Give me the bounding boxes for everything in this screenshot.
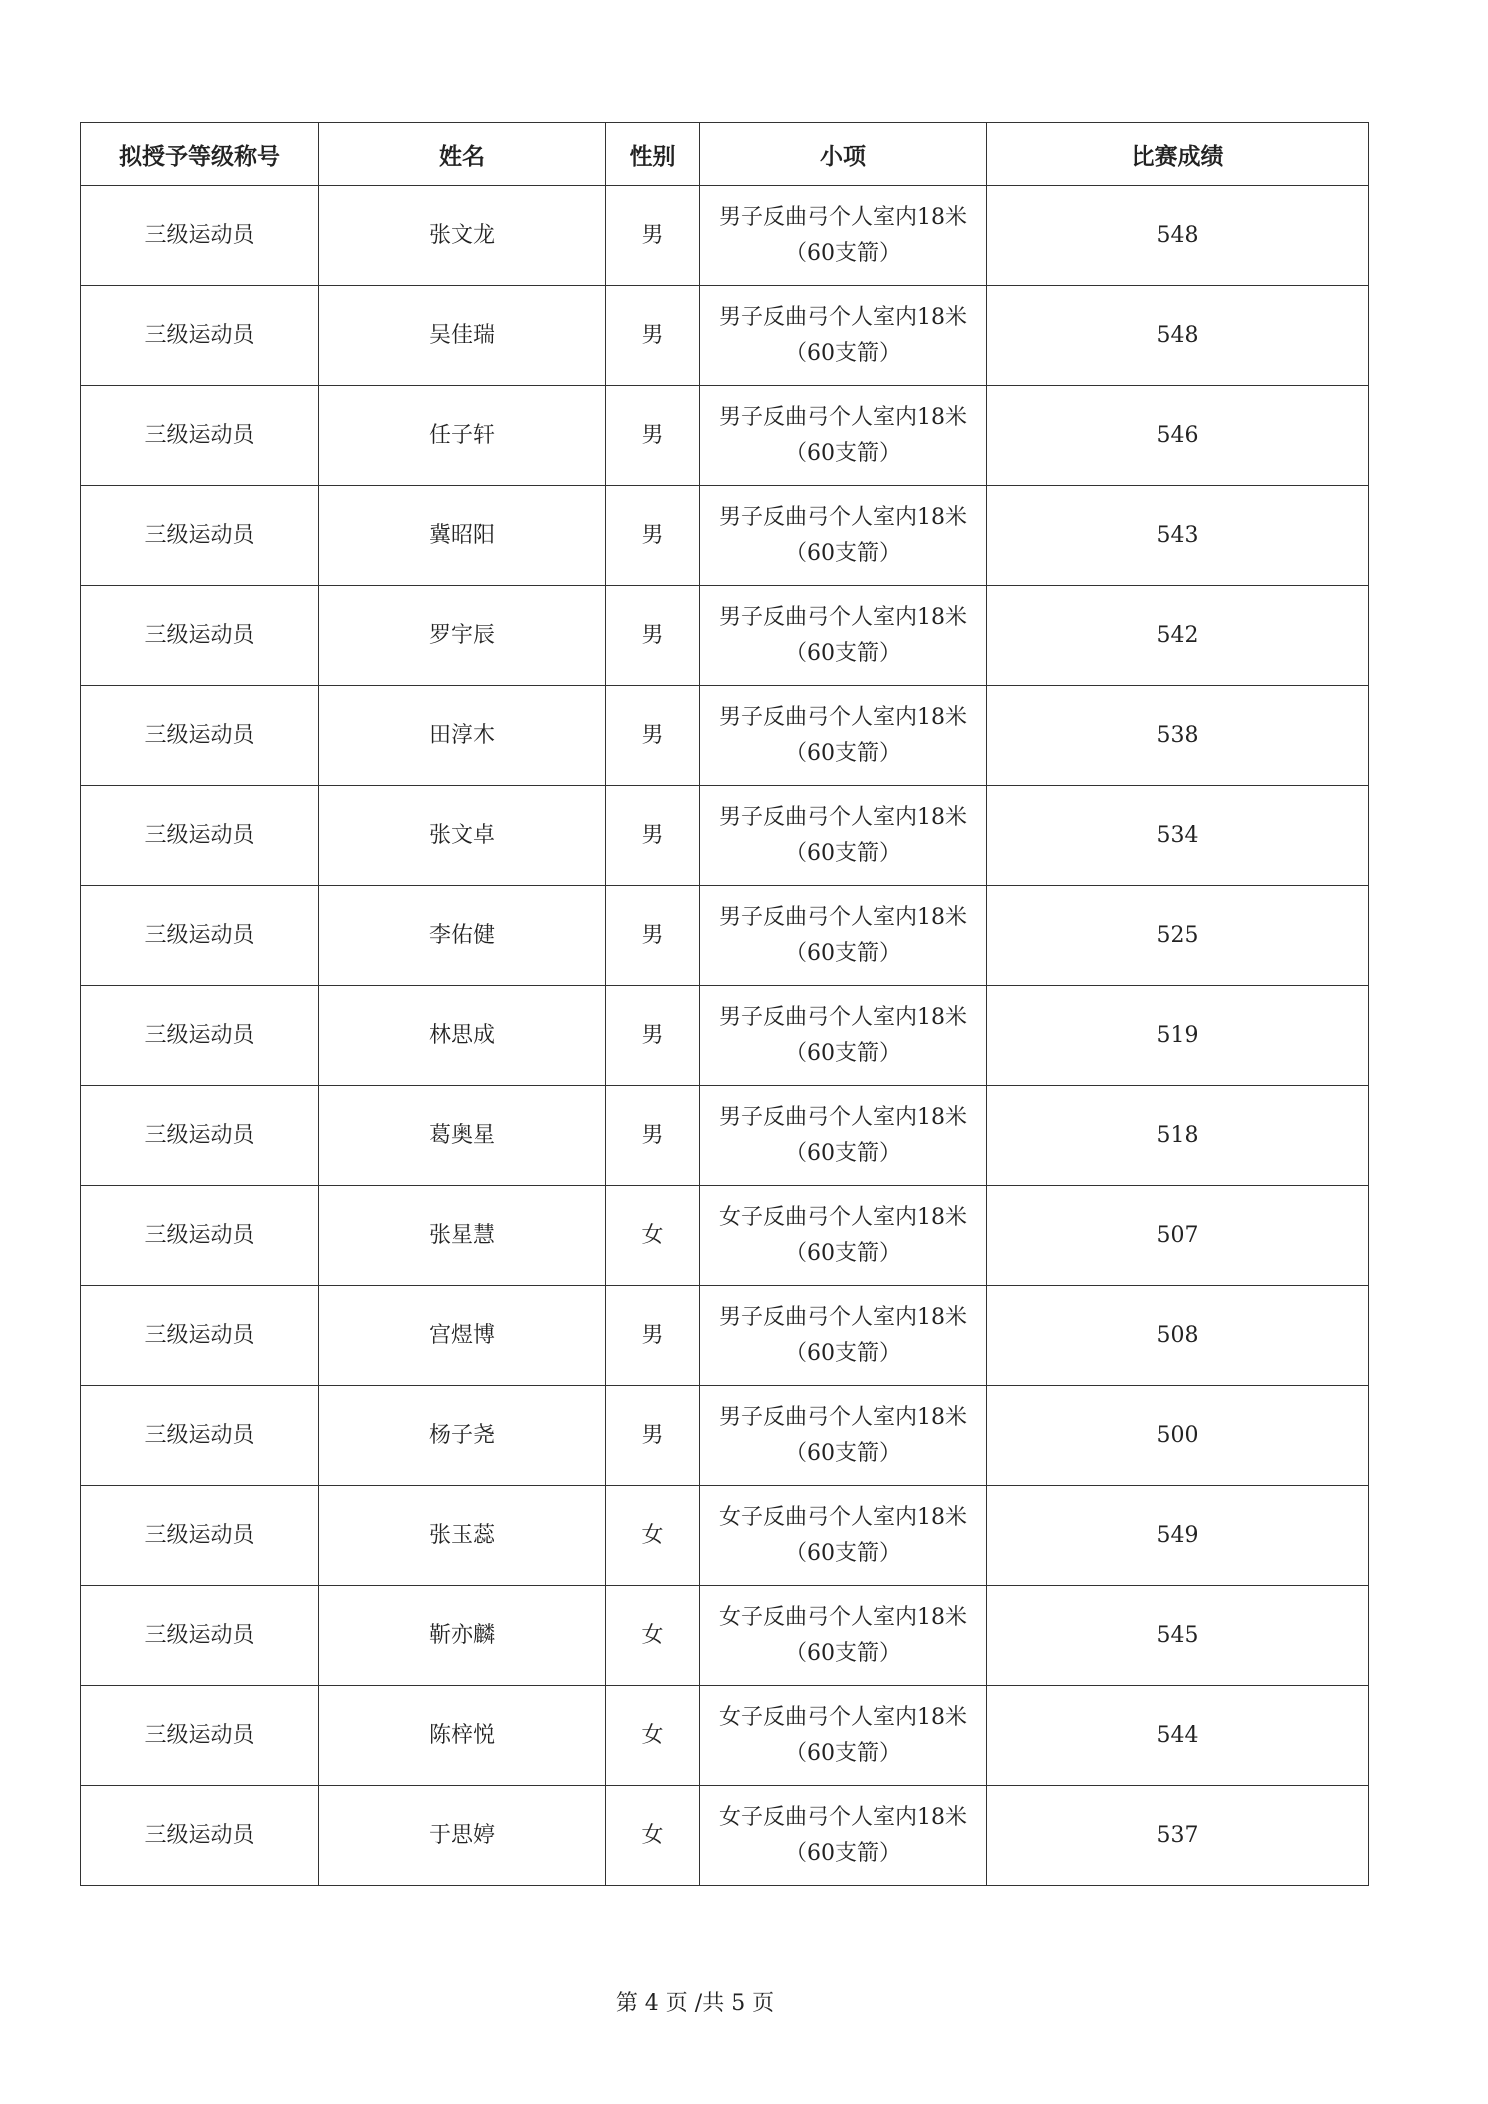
event-line-2: （60支箭） xyxy=(785,540,901,566)
cell-score: 534 xyxy=(987,786,1369,886)
cell-score: 549 xyxy=(987,1486,1369,1586)
event-line-2: （60支箭） xyxy=(785,1140,901,1166)
event-line-1: 女子反曲弓个人室内18米 xyxy=(719,1704,967,1730)
cell-level: 三级运动员 xyxy=(81,1286,319,1386)
cell-gender: 女 xyxy=(606,1486,700,1586)
table-body xyxy=(81,186,1369,1886)
event-line-1: 女子反曲弓个人室内18米 xyxy=(719,1204,967,1230)
table-row xyxy=(81,486,1369,586)
cell-score: 543 xyxy=(987,486,1369,586)
table-row xyxy=(81,1486,1369,1586)
table-row xyxy=(81,1386,1369,1486)
event-line-2: （60支箭） xyxy=(785,240,901,266)
cell-name: 张文龙 xyxy=(319,186,606,286)
cell-name: 罗宇辰 xyxy=(319,586,606,686)
cell-name: 陈梓悦 xyxy=(319,1686,606,1786)
event-line-1: 女子反曲弓个人室内18米 xyxy=(719,1604,967,1630)
cell-level: 三级运动员 xyxy=(81,1586,319,1686)
cell-level: 三级运动员 xyxy=(81,286,319,386)
cell-event xyxy=(700,1286,987,1386)
table-row xyxy=(81,1586,1369,1686)
event-line-2: （60支箭） xyxy=(785,1840,901,1866)
cell-name: 于思婷 xyxy=(319,1786,606,1886)
event-line-1: 女子反曲弓个人室内18米 xyxy=(719,1504,967,1530)
header-name: 姓名 xyxy=(319,123,606,186)
event-line-2: （60支箭） xyxy=(785,440,901,466)
cell-name: 张玉蕊 xyxy=(319,1486,606,1586)
cell-level: 三级运动员 xyxy=(81,686,319,786)
cell-event xyxy=(700,1786,987,1886)
cell-name: 宫煜博 xyxy=(319,1286,606,1386)
event-line-2: （60支箭） xyxy=(785,1340,901,1366)
cell-gender: 女 xyxy=(606,1186,700,1286)
cell-event xyxy=(700,986,987,1086)
cell-name: 张星慧 xyxy=(319,1186,606,1286)
cell-event xyxy=(700,386,987,486)
event-line-2: （60支箭） xyxy=(785,940,901,966)
cell-level: 三级运动员 xyxy=(81,1786,319,1886)
cell-score: 518 xyxy=(987,1086,1369,1186)
cell-level: 三级运动员 xyxy=(81,1186,319,1286)
event-line-1: 男子反曲弓个人室内18米 xyxy=(719,1004,967,1030)
cell-gender: 男 xyxy=(606,386,700,486)
event-line-1: 男子反曲弓个人室内18米 xyxy=(719,404,967,430)
cell-level: 三级运动员 xyxy=(81,1086,319,1186)
event-line-2: （60支箭） xyxy=(785,1740,901,1766)
event-line-2: （60支箭） xyxy=(785,1440,901,1466)
cell-event xyxy=(700,1086,987,1186)
table-row xyxy=(81,786,1369,886)
event-line-2: （60支箭） xyxy=(785,1540,901,1566)
event-line-1: 男子反曲弓个人室内18米 xyxy=(719,804,967,830)
cell-gender: 男 xyxy=(606,1286,700,1386)
event-line-1: 男子反曲弓个人室内18米 xyxy=(719,1404,967,1430)
cell-level: 三级运动员 xyxy=(81,986,319,1086)
table-row xyxy=(81,1686,1369,1786)
athlete-table xyxy=(80,122,1369,1886)
cell-score: 525 xyxy=(987,886,1369,986)
cell-score: 542 xyxy=(987,586,1369,686)
cell-level: 三级运动员 xyxy=(81,386,319,486)
cell-event xyxy=(700,1686,987,1786)
event-line-2: （60支箭） xyxy=(785,340,901,366)
cell-gender: 男 xyxy=(606,786,700,886)
cell-name: 张文卓 xyxy=(319,786,606,886)
table-row xyxy=(81,1186,1369,1286)
event-line-1: 男子反曲弓个人室内18米 xyxy=(719,304,967,330)
cell-name: 靳亦麟 xyxy=(319,1586,606,1686)
cell-level: 三级运动员 xyxy=(81,886,319,986)
cell-name: 冀昭阳 xyxy=(319,486,606,586)
cell-name: 杨子尧 xyxy=(319,1386,606,1486)
event-line-2: （60支箭） xyxy=(785,1040,901,1066)
cell-score: 546 xyxy=(987,386,1369,486)
cell-name: 葛奥星 xyxy=(319,1086,606,1186)
cell-name: 田淳木 xyxy=(319,686,606,786)
table-row xyxy=(81,1786,1369,1886)
cell-level: 三级运动员 xyxy=(81,186,319,286)
cell-name: 任子轩 xyxy=(319,386,606,486)
cell-level: 三级运动员 xyxy=(81,786,319,886)
table-row xyxy=(81,386,1369,486)
cell-score: 544 xyxy=(987,1686,1369,1786)
cell-event xyxy=(700,786,987,886)
cell-gender: 男 xyxy=(606,686,700,786)
table-row xyxy=(81,586,1369,686)
cell-event xyxy=(700,186,987,286)
event-line-2: （60支箭） xyxy=(785,640,901,666)
cell-event xyxy=(700,286,987,386)
event-line-2: （60支箭） xyxy=(785,740,901,766)
table-row xyxy=(81,686,1369,786)
cell-level: 三级运动员 xyxy=(81,486,319,586)
cell-gender: 男 xyxy=(606,486,700,586)
table-row xyxy=(81,886,1369,986)
cell-event xyxy=(700,1586,987,1686)
event-line-1: 男子反曲弓个人室内18米 xyxy=(719,704,967,730)
cell-score: 519 xyxy=(987,986,1369,1086)
event-line-1: 男子反曲弓个人室内18米 xyxy=(719,904,967,930)
cell-gender: 男 xyxy=(606,1086,700,1186)
cell-score: 538 xyxy=(987,686,1369,786)
table-row xyxy=(81,286,1369,386)
cell-score: 507 xyxy=(987,1186,1369,1286)
cell-event xyxy=(700,886,987,986)
cell-gender: 男 xyxy=(606,886,700,986)
table-row xyxy=(81,186,1369,286)
cell-gender: 女 xyxy=(606,1686,700,1786)
cell-gender: 男 xyxy=(606,286,700,386)
header-score: 比赛成绩 xyxy=(987,123,1369,186)
cell-event xyxy=(700,586,987,686)
cell-event xyxy=(700,1486,987,1586)
header-level: 拟授予等级称号 xyxy=(81,123,319,186)
event-line-2: （60支箭） xyxy=(785,1640,901,1666)
cell-score: 548 xyxy=(987,286,1369,386)
cell-level: 三级运动员 xyxy=(81,1486,319,1586)
cell-score: 548 xyxy=(987,186,1369,286)
event-line-1: 男子反曲弓个人室内18米 xyxy=(719,604,967,630)
header-event: 小项 xyxy=(700,123,987,186)
cell-level: 三级运动员 xyxy=(81,586,319,686)
cell-gender: 女 xyxy=(606,1586,700,1686)
cell-event xyxy=(700,1186,987,1286)
event-line-1: 女子反曲弓个人室内18米 xyxy=(719,1804,967,1830)
header-gender: 性别 xyxy=(606,123,700,186)
table-row xyxy=(81,1286,1369,1386)
cell-score: 545 xyxy=(987,1586,1369,1686)
cell-score: 500 xyxy=(987,1386,1369,1486)
cell-gender: 男 xyxy=(606,1386,700,1486)
page-number: 第 4 页 /共 5 页 xyxy=(615,1991,775,2016)
cell-level: 三级运动员 xyxy=(81,1386,319,1486)
cell-score: 537 xyxy=(987,1786,1369,1886)
event-line-1: 男子反曲弓个人室内18米 xyxy=(719,1304,967,1330)
table-header-row xyxy=(81,123,1369,186)
cell-name: 吴佳瑞 xyxy=(319,286,606,386)
event-line-1: 男子反曲弓个人室内18米 xyxy=(719,504,967,530)
cell-event xyxy=(700,686,987,786)
cell-gender: 男 xyxy=(606,186,700,286)
cell-gender: 女 xyxy=(606,1786,700,1886)
cell-score: 508 xyxy=(987,1286,1369,1386)
event-line-2: （60支箭） xyxy=(785,840,901,866)
cell-gender: 男 xyxy=(606,986,700,1086)
table-row xyxy=(81,1086,1369,1186)
event-line-1: 男子反曲弓个人室内18米 xyxy=(719,1104,967,1130)
cell-gender: 男 xyxy=(606,586,700,686)
table-row xyxy=(81,986,1369,1086)
cell-name: 李佑健 xyxy=(319,886,606,986)
event-line-2: （60支箭） xyxy=(785,1240,901,1266)
cell-event xyxy=(700,1386,987,1486)
cell-level: 三级运动员 xyxy=(81,1686,319,1786)
event-line-1: 男子反曲弓个人室内18米 xyxy=(719,204,967,230)
cell-event xyxy=(700,486,987,586)
cell-name: 林思成 xyxy=(319,986,606,1086)
